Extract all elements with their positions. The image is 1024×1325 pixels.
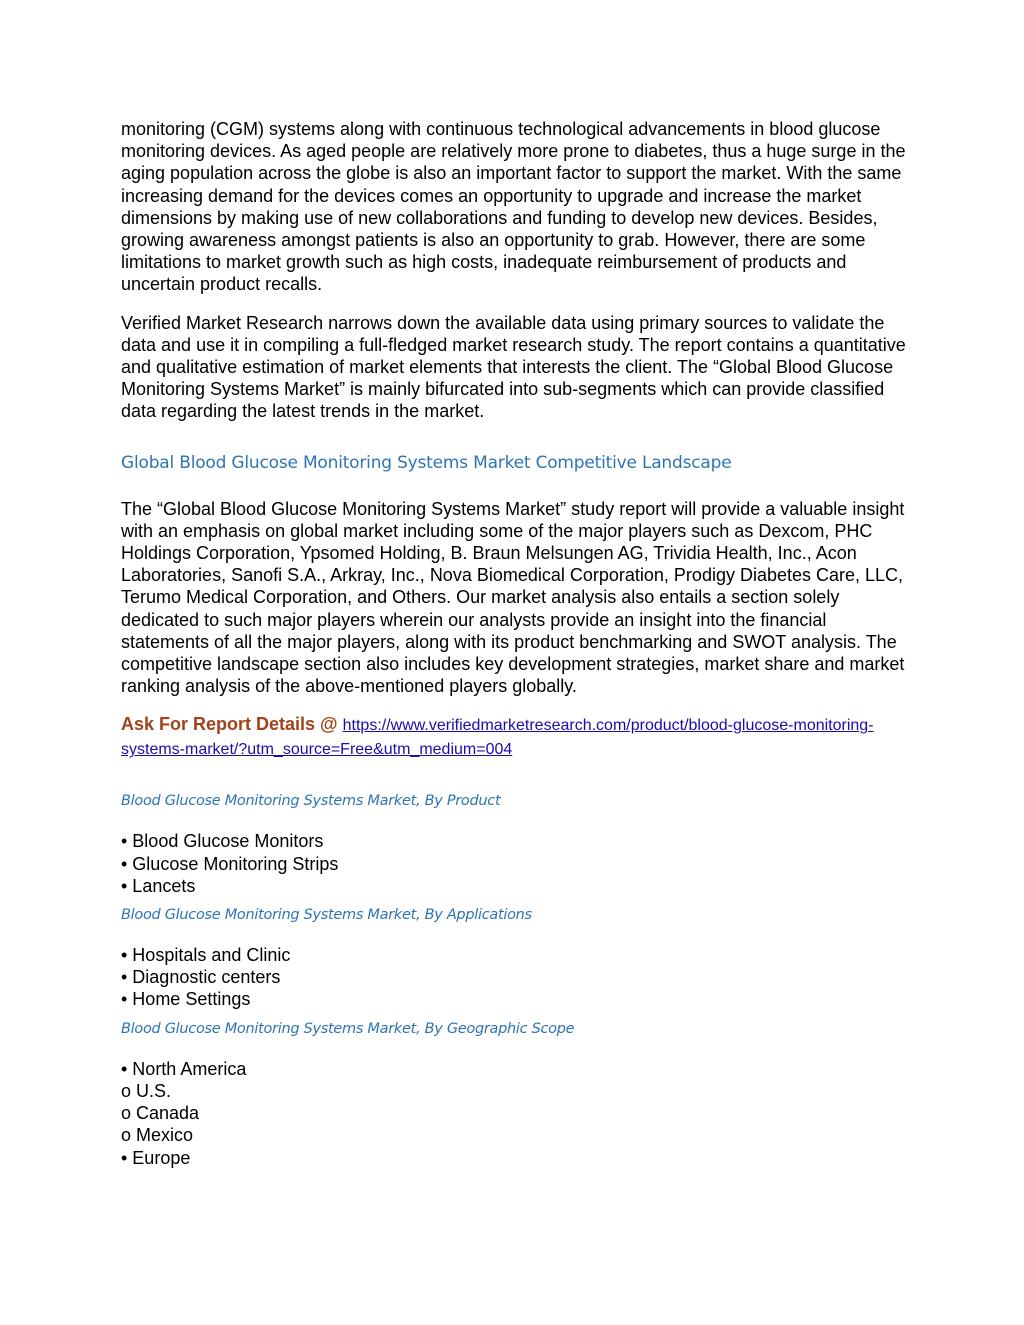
list-item: o Canada xyxy=(121,1103,200,1124)
list-item: • Blood Glucose Monitors xyxy=(121,831,324,852)
ask-report-details xyxy=(121,713,911,761)
document-page xyxy=(121,118,911,1177)
list-item: o Mexico xyxy=(121,1125,194,1146)
intro-paragraph: monitoring (CGM) systems along with continuous technological advancements in blood glucose monitoring devices. As aged people are relatively more prone to diabetes, thus a huge surge in the aging population across the globe is also an important factor to support the market. With the same increasing demand for the devices comes an opportunity to upgrade and increase the market dimensions by making use of new collaborations and funding to develop new devices. Besides, growing awareness amongst patients is also an opportunity to grab. However, there are some limitations to market growth such as high costs, inadequate reimbursement of products and uncertain product recalls. xyxy=(121,119,906,295)
list-item: o U.S. xyxy=(121,1080,172,1101)
list-item: • Hospitals and Clinic xyxy=(121,945,291,966)
ask-label: Ask For Report Details @ xyxy=(121,714,338,735)
list-item: • North America xyxy=(121,1058,247,1079)
methodology-paragraph: Verified Market Research narrows down the available data using primary sources to validate the data and use it in compiling a full-fledged market research study. The report contains a quantitative and qualitative estimation of market elements that interests the client. The “Global Blood Glucose Monitoring Systems Market” is mainly bifurcated into sub-segments which can provide classified data regarding the latest trends in the market. xyxy=(121,312,906,422)
segment-product-list xyxy=(121,830,911,897)
competitive-landscape-heading: Global Blood Glucose Monitoring Systems Market Competitive Landscape xyxy=(121,452,732,473)
list-item: • Diagnostic centers xyxy=(121,967,281,988)
report-link[interactable]: https://www.verifiedmarketresearch.com/product/blood-glucose-monitoring-systems-market/?utm_source=Free&utm_medium=004 xyxy=(121,717,874,759)
segment-applications-list xyxy=(121,944,911,1011)
list-item: • Home Settings xyxy=(121,989,251,1010)
competitive-paragraph: The “Global Blood Glucose Monitoring Systems Market” study report will provide a valuable insight with an emphasis on global market including some of the major players such as Dexcom, PHC Holdings Corporation, Ypsomed Holding, B. Braun Melsungen AG, Trividia Health, Inc., Acon Laboratories, Sanofi S.A., Arkray, Inc., Nova Biomedical Corporation, Prodigy Diabetes Care, LLC, Terumo Medical Corporation, and Others. Our market analysis also entails a section solely dedicated to such major players wherein our analysts provide an insight into the financial statements of all the major players, along with its product benchmarking and SWOT analysis. The competitive landscape section also includes key development strategies, market share and market ranking analysis of the above-mentioned players globally. xyxy=(121,498,905,697)
list-item: • Lancets xyxy=(121,875,196,896)
segment-geographic-list xyxy=(121,1058,911,1169)
list-item: • Europe xyxy=(121,1147,191,1168)
segment-applications-heading: Blood Glucose Monitoring Systems Market, By Applications xyxy=(121,907,532,924)
list-item: • Glucose Monitoring Strips xyxy=(121,853,339,874)
segment-geographic-heading: Blood Glucose Monitoring Systems Market, By Geographic Scope xyxy=(121,1020,575,1037)
segment-product-heading: Blood Glucose Monitoring Systems Market, By Product xyxy=(121,793,501,810)
